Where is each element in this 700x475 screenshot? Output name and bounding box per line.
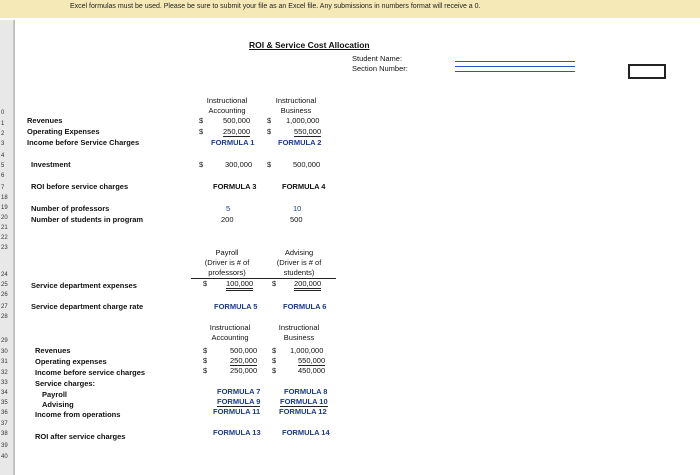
formula-6-cell[interactable]: FORMULA 6 xyxy=(283,302,327,311)
row-number[interactable]: 0 xyxy=(1,110,5,116)
row-number[interactable]: 34 xyxy=(1,390,8,396)
row-number[interactable]: 23 xyxy=(1,245,8,251)
row-number[interactable]: 22 xyxy=(1,235,8,241)
currency-sign: $ xyxy=(203,279,208,288)
row-number[interactable]: 38 xyxy=(1,431,8,437)
row-number[interactable]: 21 xyxy=(1,225,8,231)
answer-box[interactable] xyxy=(628,64,666,79)
label-payroll: Payroll xyxy=(42,390,68,399)
row-number[interactable]: 35 xyxy=(1,400,8,406)
label-students: Number of students in program xyxy=(31,215,144,224)
instruction-text: Excel formulas must be used. Please be sure to submit your file as an Excel file. Any submissions in numbers format will receive a 0. xyxy=(70,3,481,10)
row-number[interactable]: 20 xyxy=(1,215,8,221)
opex-accounting[interactable]: 250,000 xyxy=(223,127,251,136)
formula-2-cell[interactable]: FORMULA 2 xyxy=(278,138,322,147)
formula-9-cell[interactable]: FORMULA 9 xyxy=(217,397,261,406)
currency-sign: $ xyxy=(203,346,208,355)
row-number[interactable]: 30 xyxy=(1,349,8,355)
students-accounting[interactable]: 200 xyxy=(221,215,234,224)
label-revenues: Revenues xyxy=(27,116,63,125)
label-income-ops: Income from operations xyxy=(35,410,121,419)
currency-sign: $ xyxy=(203,366,208,375)
top-col2-header: Instructional Business xyxy=(275,96,317,115)
opex-business[interactable]: 550,000 xyxy=(294,127,322,136)
row-number[interactable]: 39 xyxy=(1,443,8,449)
row-number[interactable]: 4 xyxy=(1,153,5,159)
row-number[interactable]: 33 xyxy=(1,380,8,386)
formula-7-cell[interactable]: FORMULA 7 xyxy=(217,387,261,396)
currency-sign: $ xyxy=(272,366,277,375)
label-roi-before: ROI before service charges xyxy=(31,182,129,191)
advising-expense[interactable]: 200,000 xyxy=(294,279,321,291)
currency-sign: $ xyxy=(199,127,204,136)
currency-sign: $ xyxy=(272,279,277,288)
row-number[interactable]: 2 xyxy=(1,131,5,137)
row-number[interactable]: 37 xyxy=(1,421,8,427)
rev-accounting[interactable]: 500,000 xyxy=(223,116,251,125)
label-charge-rate: Service department charge rate xyxy=(31,302,144,311)
formula-13-cell[interactable]: FORMULA 13 xyxy=(213,428,261,437)
label-bottom-opex: Operating expenses xyxy=(35,357,107,366)
section-number-label: Section Number: xyxy=(352,64,408,73)
top-col1-header: Instructional Accounting xyxy=(206,96,248,115)
formula-12-cell[interactable]: FORMULA 12 xyxy=(279,407,327,416)
payroll-header: Payroll (Driver is # of professors) xyxy=(191,248,263,279)
label-service-expenses: Service department expenses xyxy=(31,281,137,290)
row-number[interactable]: 32 xyxy=(1,370,8,376)
label-bottom-income-before: Income before service charges xyxy=(35,368,146,377)
row-number[interactable]: 29 xyxy=(1,338,8,344)
currency-sign: $ xyxy=(199,160,204,169)
worksheet xyxy=(14,20,700,475)
row-number[interactable]: 36 xyxy=(1,410,8,416)
row-number[interactable]: 7 xyxy=(1,185,5,191)
label-income-before: Income before Service Charges xyxy=(27,138,140,147)
currency-sign: $ xyxy=(203,356,208,365)
row-number[interactable]: 3 xyxy=(1,141,5,147)
label-roi-after: ROI after service charges xyxy=(35,432,126,441)
formula-8-cell[interactable]: FORMULA 8 xyxy=(284,387,328,396)
payroll-expense[interactable]: 100,000 xyxy=(226,279,253,291)
row-number[interactable]: 5 xyxy=(1,163,5,169)
label-operating-expenses: Operating Expenses xyxy=(27,127,100,136)
label-bottom-revenues: Revenues xyxy=(35,346,71,355)
investment-accounting[interactable]: 300,000 xyxy=(225,160,253,169)
formula-4-cell[interactable]: FORMULA 4 xyxy=(282,182,326,191)
currency-sign: $ xyxy=(272,356,277,365)
student-name-label: Student Name: xyxy=(352,54,403,63)
section-number-input[interactable] xyxy=(455,71,575,72)
label-advising: Advising xyxy=(42,400,74,409)
row-number[interactable]: 28 xyxy=(1,314,8,320)
row-number[interactable]: 25 xyxy=(1,282,8,288)
row-number[interactable]: 6 xyxy=(1,173,5,179)
investment-business[interactable]: 500,000 xyxy=(293,160,321,169)
formula-1-cell[interactable]: FORMULA 1 xyxy=(211,138,255,147)
professors-accounting[interactable]: 5 xyxy=(226,204,231,213)
bottom-rev-accounting[interactable]: 500,000 xyxy=(230,346,258,355)
students-business[interactable]: 500 xyxy=(290,215,303,224)
bottom-rev-business[interactable]: 1,000,000 xyxy=(290,346,324,355)
currency-sign: $ xyxy=(267,127,272,136)
student-name-input-underline xyxy=(455,66,575,67)
bottom-opex-business[interactable]: 550,000 xyxy=(298,356,326,365)
row-number[interactable]: 1 xyxy=(1,121,5,127)
label-investment: Investment xyxy=(31,160,71,169)
formula-11-cell[interactable]: FORMULA 11 xyxy=(213,407,261,416)
currency-sign: $ xyxy=(267,160,272,169)
currency-sign: $ xyxy=(267,116,272,125)
page-title: ROI & Service Cost Allocation xyxy=(249,40,370,50)
bottom-col2-header: Instructional Business xyxy=(278,323,320,342)
advising-header: Advising (Driver is # of students) xyxy=(262,248,336,279)
bottom-income-accounting[interactable]: 250,000 xyxy=(230,366,258,375)
formula-10-cell[interactable]: FORMULA 10 xyxy=(280,397,328,406)
row-number[interactable]: 24 xyxy=(1,272,8,278)
bottom-col1-header: Instructional Accounting xyxy=(209,323,251,342)
rev-business[interactable]: 1,000,000 xyxy=(286,116,320,125)
bottom-income-business[interactable]: 450,000 xyxy=(298,366,326,375)
formula-3-cell[interactable]: FORMULA 3 xyxy=(213,182,257,191)
formula-14-cell[interactable]: FORMULA 14 xyxy=(282,428,330,437)
currency-sign: $ xyxy=(272,346,277,355)
student-name-input[interactable] xyxy=(455,61,575,62)
bottom-opex-accounting[interactable]: 250,000 xyxy=(230,356,258,365)
professors-business[interactable]: 10 xyxy=(293,204,302,213)
label-professors: Number of professors xyxy=(31,204,110,213)
row-number[interactable]: 40 xyxy=(1,454,8,460)
row-number[interactable]: 26 xyxy=(1,292,8,298)
row-number[interactable]: 18 xyxy=(1,195,8,201)
label-service-charges: Service charges: xyxy=(35,379,96,388)
formula-5-cell[interactable]: FORMULA 5 xyxy=(214,302,258,311)
currency-sign: $ xyxy=(199,116,204,125)
row-number[interactable]: 19 xyxy=(1,205,8,211)
row-number[interactable]: 31 xyxy=(1,359,8,365)
row-number[interactable]: 27 xyxy=(1,304,8,310)
